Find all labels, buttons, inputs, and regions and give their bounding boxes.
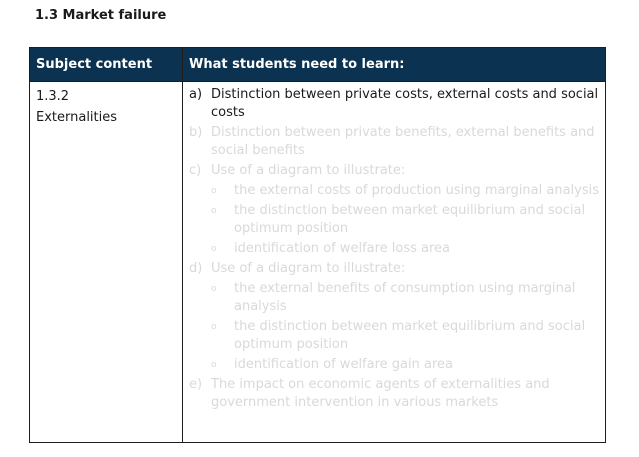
spec-table (29, 47, 606, 443)
bullet-item (211, 356, 599, 374)
item-letter: e) (189, 377, 203, 392)
item-letter: a) (189, 87, 203, 102)
bullet-text: the distinction between market equilibrium and social optimum position (234, 319, 586, 352)
item-letter: c) (189, 163, 202, 178)
item-text: Distinction between private costs, external costs and social costs (211, 87, 599, 120)
subject-code: 1.3.2 (36, 89, 70, 104)
bullet-item (211, 182, 599, 200)
bullet-circle-icon: o (211, 322, 217, 332)
section-title: 1.3 Market failure (35, 8, 167, 23)
learning-item (189, 124, 599, 160)
item-text: Use of a diagram to illustrate: (211, 163, 406, 178)
learning-cell (183, 82, 606, 443)
bullet-item (211, 318, 599, 354)
bullet-text: identification of welfare gain area (234, 357, 453, 372)
learning-item (189, 86, 599, 122)
bullet-item (211, 240, 599, 258)
item-text: Distinction between private benefits, external benefits and social benefits (211, 125, 595, 158)
learning-item (189, 162, 599, 180)
bullet-text: identification of welfare loss area (234, 241, 451, 256)
bullet-text: the external costs of production using marginal analysis (234, 183, 600, 198)
bullet-circle-icon: o (211, 186, 217, 196)
subject-name: Externalities (36, 110, 118, 125)
bullet-item (211, 202, 599, 238)
bullet-text: the distinction between market equilibrium and social optimum position (234, 203, 586, 236)
subject-cell (30, 82, 183, 443)
item-letter: d) (189, 261, 203, 276)
learning-item (189, 260, 599, 278)
bullet-item (211, 280, 599, 316)
bullet-circle-icon: o (211, 206, 217, 216)
learning-item (189, 376, 599, 412)
header-what-to-learn: What students need to learn: (183, 48, 606, 82)
content-row (30, 82, 606, 443)
item-text: Use of a diagram to illustrate: (211, 261, 406, 276)
item-letter: b) (189, 125, 203, 140)
header-row (30, 48, 606, 82)
bullet-circle-icon: o (211, 284, 217, 294)
bullet-text: the external benefits of consumption using marginal analysis (234, 281, 576, 314)
item-text: The impact on economic agents of externalities and government intervention in various markets (211, 377, 550, 410)
bullet-circle-icon: o (211, 244, 217, 254)
header-subject-content: Subject content (30, 48, 183, 82)
bullet-circle-icon: o (211, 360, 217, 370)
